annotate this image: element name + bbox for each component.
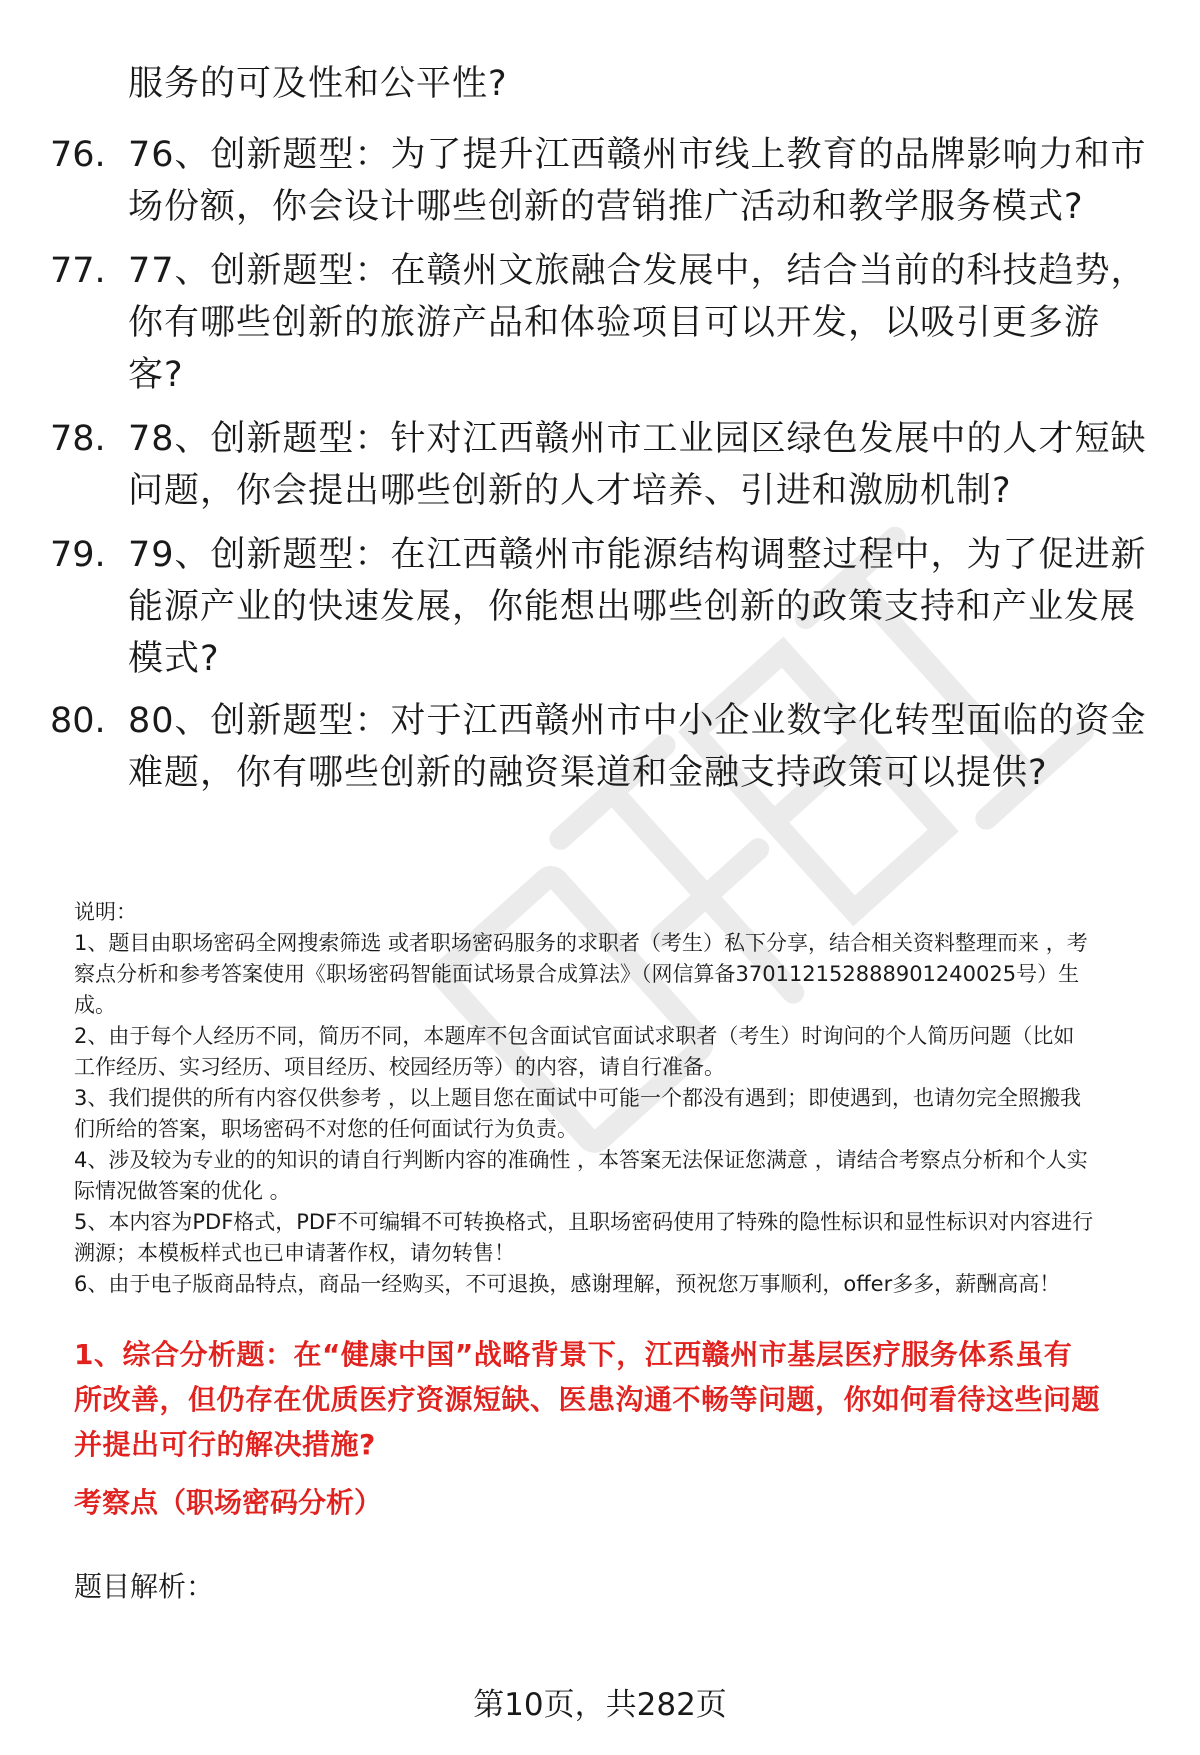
item-number: 76. [50, 135, 106, 175]
item-line: 模式? [128, 639, 220, 679]
note-line: 6、由于电子版商品特点，商品一经购买，不可退换，感谢理解，预祝您万事顺利，offer多多，薪酬高高！ [74, 1272, 1061, 1296]
note-line: 2、由于每个人经历不同，简历不同，本题库不包含面试官面试求职者（考生）时询问的个人简历问题（比如 [74, 1024, 1075, 1048]
item-line: 77、创新题型：在赣州文旅融合发展中，结合当前的科技趋势， [128, 251, 1147, 291]
note-line: 5、本内容为PDF格式，PDF不可编辑不可转换格式，且职场密码使用了特殊的隐性标识和显性标识对内容进行 [74, 1210, 1094, 1234]
note-line: 4、涉及较为专业的的知识的请自行判断内容的准确性 ，本答案无法保证您满意 ，请结合考察点分析和个人实 [74, 1148, 1088, 1172]
note-line: 1、题目由职场密码全网搜索筛选 或者职场密码服务的求职者（考生）私下分享，结合相关资料整理而来 ，考 [74, 931, 1088, 955]
note-line: 际情况做答案的优化 。 [74, 1179, 291, 1203]
item-number: 79. [50, 535, 106, 575]
item-line: 难题，你有哪些创新的融资渠道和金融支持政策可以提供? [128, 753, 1048, 793]
item-number: 78. [50, 419, 106, 459]
item-line: 80、创新题型：对于江西赣州市中小企业数字化转型面临的资金 [128, 701, 1147, 741]
page-footer: 第10页，共282页 [473, 1687, 727, 1723]
item-text [128, 245, 1200, 401]
item-line: 客? [128, 355, 184, 395]
item-number: 80. [50, 701, 106, 741]
item-text [128, 413, 1200, 517]
note-line: 察点分析和参考答案使用《职场密码智能面试场景合成算法》（网信算备370112152888901240025号）生 [74, 962, 1080, 986]
item-line: 问题，你会提出哪些创新的人才培养、引进和激励机制? [128, 471, 1012, 511]
item-text [128, 129, 1200, 233]
analysis-question [74, 1332, 1154, 1467]
item-text [128, 529, 1200, 685]
question-continuation: 服务的可及性和公平性? [128, 64, 508, 104]
item-line: 你有哪些创新的旅游产品和体验项目可以开发，以吸引更多游 [128, 303, 1101, 343]
item-line: 76、创新题型：为了提升江西赣州市线上教育的品牌影响力和市 [128, 135, 1147, 175]
item-line: 能源产业的快速发展，你能想出哪些创新的政策支持和产业发展 [128, 587, 1137, 627]
item-text [128, 695, 1200, 799]
question-line: 并提出可行的解决措施? [74, 1428, 376, 1461]
sub-heading: 题目解析： [74, 1570, 215, 1603]
note-line: 成。 [74, 993, 116, 1017]
item-line: 场份额，你会设计哪些创新的营销推广活动和教学服务模式? [128, 187, 1084, 227]
note-line: 说明： [74, 900, 137, 924]
note-line: 溯源；本模板样式也已申请著作权，请勿转售！ [74, 1241, 515, 1265]
section-heading: 考察点（职场密码分析） [74, 1486, 383, 1519]
note-line: 3、我们提供的所有内容仅供参考 ，以上题目您在面试中可能一个都没有遇到；即使遇到，也请勿完全照搬我 [74, 1086, 1082, 1110]
note-line: 们所给的答案，职场密码不对您的任何面试行为负责。 [74, 1117, 578, 1141]
question-line: 1、综合分析题：在“健康中国”战略背景下，江西赣州市基层医疗服务体系虽有 [74, 1338, 1073, 1371]
disclaimer-notes [74, 897, 1154, 1300]
item-number: 77. [50, 251, 106, 291]
item-line: 78、创新题型：针对江西赣州市工业园区绿色发展中的人才短缺 [128, 419, 1147, 459]
item-line: 79、创新题型：在江西赣州市能源结构调整过程中，为了促进新 [128, 535, 1147, 575]
question-line: 所改善，但仍存在优质医疗资源短缺、医患沟通不畅等问题，你如何看待这些问题 [74, 1383, 1101, 1416]
note-line: 工作经历、实习经历、项目经历、校园经历等）的内容，请自行准备。 [74, 1055, 725, 1079]
